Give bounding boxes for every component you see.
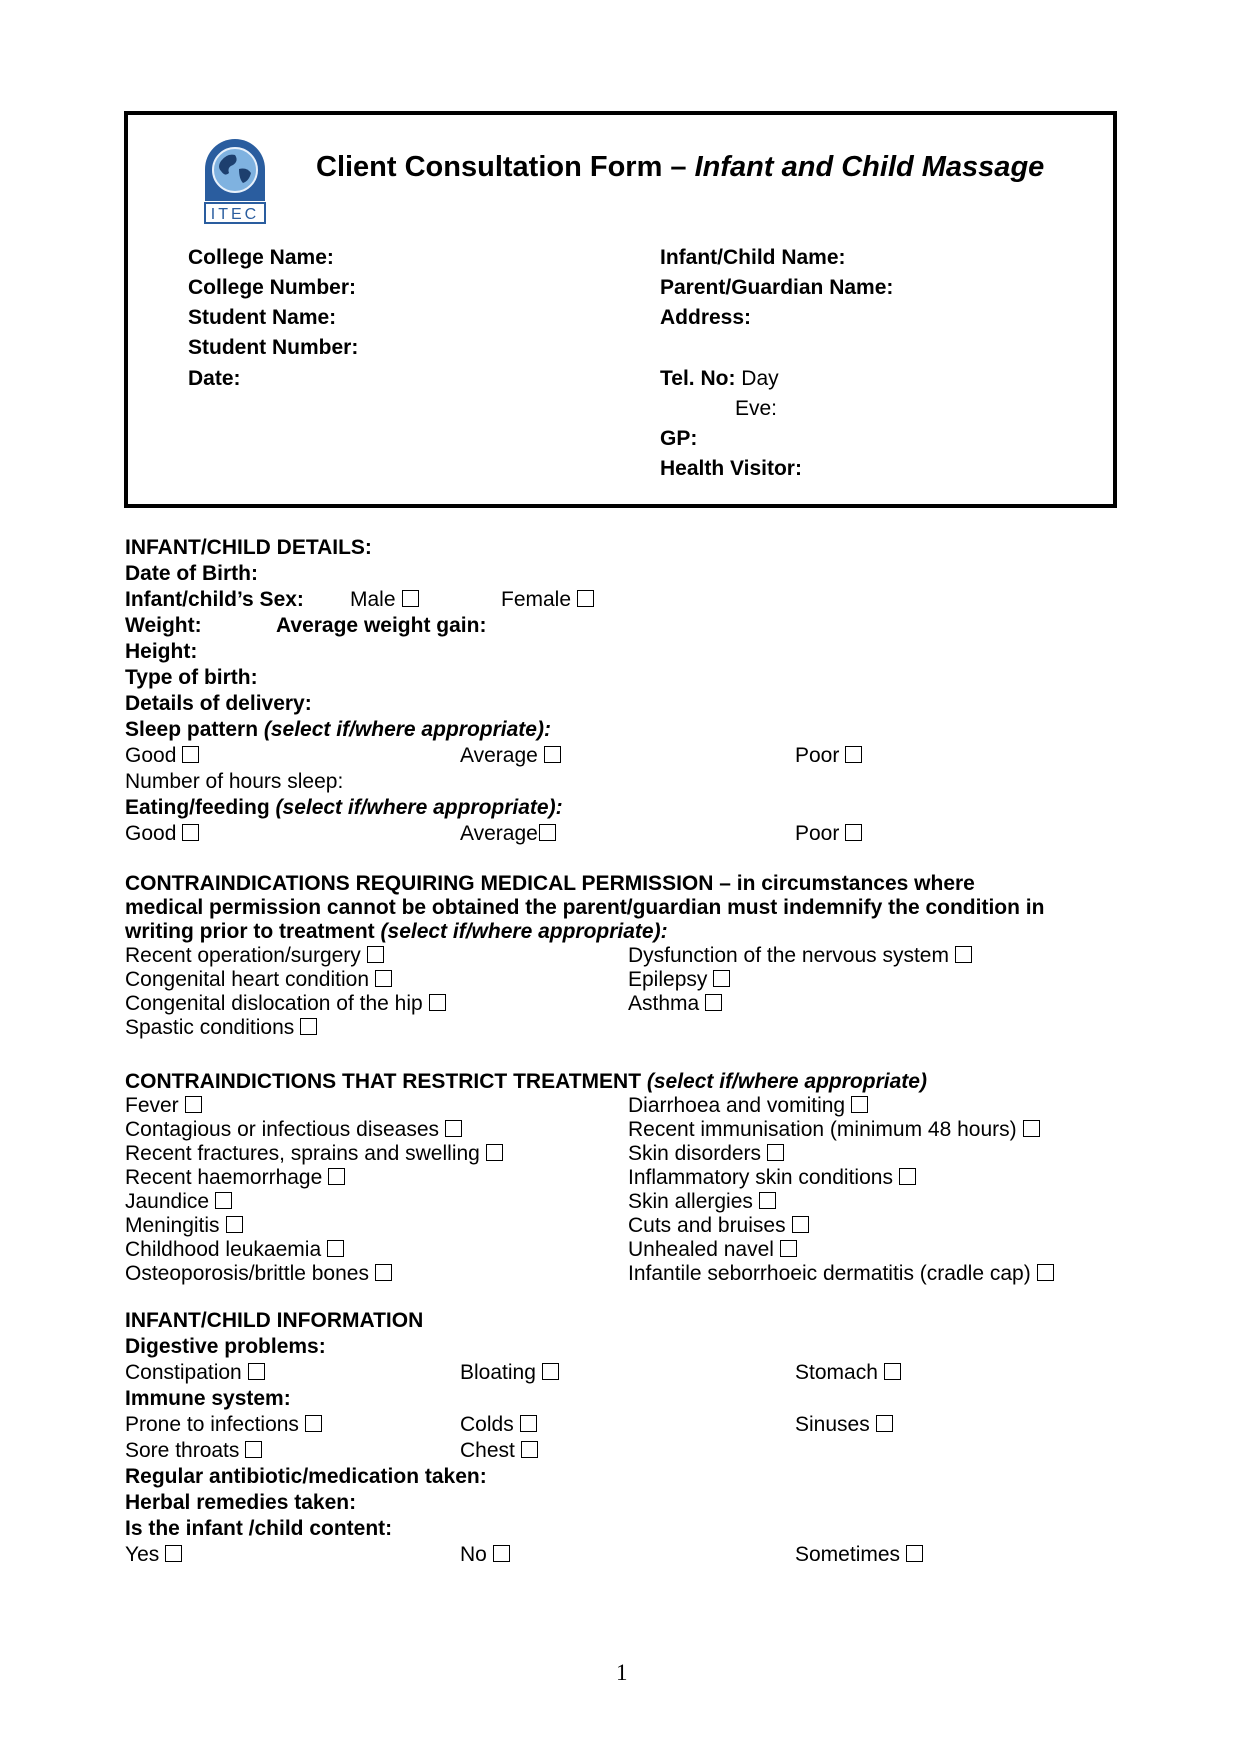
parent-guardian-name-label: Parent/Guardian Name: <box>660 276 894 299</box>
restrict-left-label: Osteoporosis/brittle bones <box>125 1262 369 1285</box>
date-label: Date: <box>188 367 241 390</box>
restrict-left-checkbox[interactable] <box>445 1120 462 1137</box>
globe-icon <box>203 139 267 225</box>
restrict-left-checkbox[interactable] <box>328 1168 345 1185</box>
immune-option-label: Sinuses <box>795 1413 870 1436</box>
male-label: Male <box>350 588 396 611</box>
digestive-option-checkbox[interactable] <box>248 1363 265 1380</box>
eating-good-checkbox[interactable] <box>182 824 199 841</box>
medical-permission-line-2: medical permission cannot be obtained the parent/guardian must indemnify the condition in <box>125 896 1045 919</box>
immune-option-checkbox[interactable] <box>305 1415 322 1432</box>
content-option-checkbox[interactable] <box>165 1545 182 1562</box>
eating-average-option[interactable] <box>460 823 556 844</box>
eating-hint: (select if/where appropriate): <box>275 796 563 819</box>
female-option[interactable] <box>501 589 594 610</box>
title-plain: Client Consultation Form – <box>316 151 695 183</box>
title-italic: Infant and Child Massage <box>694 151 1045 183</box>
date-of-birth-label: Date of Birth: <box>125 562 258 585</box>
information-heading: INFANT/CHILD INFORMATION <box>125 1309 424 1332</box>
sleep-hint: (select if/where appropriate): <box>263 718 551 741</box>
restrict-left-item[interactable] <box>125 1095 202 1116</box>
sleep-label-text: Sleep pattern <box>125 718 264 741</box>
restrict-right-checkbox[interactable] <box>1023 1120 1040 1137</box>
college-number-label: College Number: <box>188 276 357 299</box>
restrict-right-checkbox[interactable] <box>792 1216 809 1233</box>
page-number: 1 <box>616 1660 628 1685</box>
digestive-option-checkbox[interactable] <box>884 1363 901 1380</box>
restrict-left-label: Meningitis <box>125 1214 220 1237</box>
content-option-label: Sometimes <box>795 1543 901 1566</box>
restrict-right-checkbox[interactable] <box>780 1240 797 1257</box>
sleep-average-checkbox[interactable] <box>544 746 561 763</box>
restrict-right-item[interactable] <box>628 1119 1040 1140</box>
content-option[interactable] <box>125 1544 182 1565</box>
antibiotic-label: Regular antibiotic/medication taken: <box>125 1465 487 1488</box>
restrict-right-label: Diarrhoea and vomiting <box>628 1094 846 1117</box>
infant-child-name-label: Infant/Child Name: <box>660 246 846 269</box>
restrict-right-label: Recent immunisation (minimum 48 hours) <box>628 1118 1017 1141</box>
restrict-left-label: Childhood leukaemia <box>125 1238 322 1261</box>
mp-right-label: Dysfunction of the nervous system <box>628 944 949 967</box>
content-option-label: No <box>460 1543 487 1566</box>
restrict-right-item[interactable] <box>628 1263 1054 1284</box>
restrict-right-label: Skin allergies <box>628 1190 753 1213</box>
avg-weight-gain-label: Average weight gain: <box>276 614 487 637</box>
details-of-delivery-label: Details of delivery: <box>125 692 312 715</box>
mp-right-checkbox[interactable] <box>955 946 972 963</box>
medical-permission-line-3-plain: writing prior to treatment <box>125 920 381 943</box>
eating-label-text: Eating/feeding <box>125 796 276 819</box>
mp-right-item[interactable] <box>628 945 972 966</box>
eating-good-option[interactable] <box>125 823 199 844</box>
immune-option[interactable] <box>795 1414 893 1435</box>
details-heading: INFANT/CHILD DETAILS: <box>125 536 372 559</box>
restrict-left-item[interactable] <box>125 1119 462 1140</box>
mp-left-checkbox[interactable] <box>367 946 384 963</box>
restrict-left-checkbox[interactable] <box>375 1264 392 1281</box>
immune-label: Immune system: <box>125 1387 291 1410</box>
male-option[interactable] <box>350 589 419 610</box>
eating-poor-checkbox[interactable] <box>845 824 862 841</box>
eating-feeding-label <box>125 797 563 818</box>
medical-permission-line-3 <box>125 921 668 942</box>
immune-option[interactable] <box>460 1414 537 1435</box>
health-visitor-label: Health Visitor: <box>660 457 802 480</box>
restrict-right-checkbox[interactable] <box>851 1096 868 1113</box>
student-name-label: Student Name: <box>188 306 337 329</box>
eating-average-checkbox[interactable] <box>539 824 556 841</box>
immune-option-label: Colds <box>460 1413 514 1436</box>
immune-option[interactable] <box>125 1440 262 1461</box>
immune-option-checkbox[interactable] <box>876 1415 893 1432</box>
restrict-left-item[interactable] <box>125 1143 503 1164</box>
tel-day-label: Day <box>741 367 779 390</box>
restrict-left-checkbox[interactable] <box>215 1192 232 1209</box>
weight-label: Weight: <box>125 614 202 637</box>
sleep-poor-checkbox[interactable] <box>845 746 862 763</box>
restrict-right-checkbox[interactable] <box>1037 1264 1054 1281</box>
restrict-right-label: Inflammatory skin conditions <box>628 1166 893 1189</box>
restrict-left-checkbox[interactable] <box>486 1144 503 1161</box>
restrict-left-item[interactable] <box>125 1239 344 1260</box>
female-checkbox[interactable] <box>577 590 594 607</box>
immune-option-checkbox[interactable] <box>520 1415 537 1432</box>
mp-left-checkbox[interactable] <box>375 970 392 987</box>
restrict-left-label: Fever <box>125 1094 179 1117</box>
content-option[interactable] <box>795 1544 923 1565</box>
content-option-label: Yes <box>125 1543 160 1566</box>
height-label: Height: <box>125 640 198 663</box>
digestive-option[interactable] <box>795 1362 901 1383</box>
immune-option-checkbox[interactable] <box>245 1441 262 1458</box>
content-option-checkbox[interactable] <box>906 1545 923 1562</box>
restrict-right-item[interactable] <box>628 1215 809 1236</box>
sex-label: Infant/child’s Sex: <box>125 588 304 611</box>
immune-option[interactable] <box>125 1414 322 1435</box>
herbal-label: Herbal remedies taken: <box>125 1491 357 1514</box>
restrict-heading-plain: CONTRAINDICTIONS THAT RESTRICT TREATMENT <box>125 1070 647 1093</box>
mp-right-label: Asthma <box>628 992 700 1015</box>
immune-option[interactable] <box>460 1440 538 1461</box>
svg-text:ITEC: ITEC <box>210 206 260 223</box>
restrict-left-label: Recent haemorrhage <box>125 1166 323 1189</box>
gp-label: GP: <box>660 427 698 450</box>
mp-left-label: Congenital dislocation of the hip <box>125 992 423 1015</box>
mp-left-item[interactable] <box>125 993 446 1014</box>
restrict-heading <box>125 1071 927 1092</box>
eating-poor-option[interactable] <box>795 823 862 844</box>
immune-option-label: Sore throats <box>125 1439 240 1462</box>
sleep-good-checkbox[interactable] <box>182 746 199 763</box>
eating-poor-label: Poor <box>795 822 840 845</box>
tel-eve-label: Eve: <box>735 397 778 420</box>
immune-option-label: Prone to infections <box>125 1413 299 1436</box>
restrict-left-item[interactable] <box>125 1215 243 1236</box>
digestive-option-label: Bloating <box>460 1361 536 1384</box>
mp-left-label: Spastic conditions <box>125 1016 295 1039</box>
type-of-birth-label: Type of birth: <box>125 666 258 689</box>
college-name-label: College Name: <box>188 246 334 269</box>
itec-logo <box>203 139 267 225</box>
restrict-right-label: Cuts and bruises <box>628 1214 786 1237</box>
tel-no-label: Tel. No: <box>660 367 736 390</box>
immune-option-label: Chest <box>460 1439 515 1462</box>
mp-left-item[interactable] <box>125 1017 317 1038</box>
male-checkbox[interactable] <box>402 590 419 607</box>
sleep-good-label: Good <box>125 744 177 767</box>
medical-permission-line-1: CONTRAINDICATIONS REQUIRING MEDICAL PERMISSION – in circumstances where <box>125 872 975 895</box>
digestive-label: Digestive problems: <box>125 1335 326 1358</box>
female-label: Female <box>501 588 572 611</box>
student-number-label: Student Number: <box>188 336 359 359</box>
restrict-right-item[interactable] <box>628 1167 916 1188</box>
address-label: Address: <box>660 306 752 329</box>
restrict-right-checkbox[interactable] <box>759 1192 776 1209</box>
content-question: Is the infant /child content: <box>125 1517 393 1540</box>
restrict-left-label: Contagious or infectious diseases <box>125 1118 440 1141</box>
restrict-right-item[interactable] <box>628 1095 868 1116</box>
digestive-option[interactable] <box>460 1362 559 1383</box>
digestive-option-label: Constipation <box>125 1361 242 1384</box>
sleep-pattern-label <box>125 719 551 740</box>
immune-option-checkbox[interactable] <box>521 1441 538 1458</box>
mp-right-item[interactable] <box>628 969 730 990</box>
restrict-right-checkbox[interactable] <box>899 1168 916 1185</box>
mp-right-checkbox[interactable] <box>705 994 722 1011</box>
mp-left-label: Recent operation/surgery <box>125 944 361 967</box>
mp-left-label: Congenital heart condition <box>125 968 370 991</box>
digestive-option-checkbox[interactable] <box>542 1363 559 1380</box>
restrict-left-label: Jaundice <box>125 1190 210 1213</box>
digestive-option-label: Stomach <box>795 1361 878 1384</box>
restrict-left-item[interactable] <box>125 1167 345 1188</box>
hours-sleep-label: Number of hours sleep: <box>125 770 344 793</box>
mp-right-item[interactable] <box>628 993 722 1014</box>
eating-good-label: Good <box>125 822 177 845</box>
sleep-poor-label: Poor <box>795 744 840 767</box>
restrict-left-label: Recent fractures, sprains and swelling <box>125 1142 480 1165</box>
restrict-right-item[interactable] <box>628 1191 776 1212</box>
restrict-right-label: Skin disorders <box>628 1142 762 1165</box>
restrict-left-item[interactable] <box>125 1263 392 1284</box>
mp-left-item[interactable] <box>125 945 384 966</box>
sleep-average-label: Average <box>460 744 538 767</box>
restrict-left-checkbox[interactable] <box>185 1096 202 1113</box>
mp-right-checkbox[interactable] <box>713 970 730 987</box>
digestive-option[interactable] <box>125 1362 265 1383</box>
mp-left-checkbox[interactable] <box>429 994 446 1011</box>
eating-average-label: Average <box>460 822 538 845</box>
restrict-right-item[interactable] <box>628 1143 784 1164</box>
sleep-poor-option[interactable] <box>795 745 862 766</box>
mp-right-label: Epilepsy <box>628 968 708 991</box>
content-option-checkbox[interactable] <box>493 1545 510 1562</box>
restrict-left-checkbox[interactable] <box>226 1216 243 1233</box>
sleep-average-option[interactable] <box>460 745 561 766</box>
restrict-right-checkbox[interactable] <box>767 1144 784 1161</box>
form-title <box>316 153 1044 182</box>
content-option[interactable] <box>460 1544 510 1565</box>
restrict-heading-italic: (select if/where appropriate) <box>646 1070 927 1093</box>
restrict-right-label: Infantile seborrhoeic dermatitis (cradle cap) <box>628 1262 1031 1285</box>
restrict-left-item[interactable] <box>125 1191 232 1212</box>
tel-no-row <box>660 368 779 389</box>
restrict-right-label: Unhealed navel <box>628 1238 774 1261</box>
restrict-left-checkbox[interactable] <box>327 1240 344 1257</box>
mp-left-checkbox[interactable] <box>300 1018 317 1035</box>
mp-left-item[interactable] <box>125 969 392 990</box>
medical-permission-line-3-italic: (select if/where appropriate): <box>380 920 668 943</box>
restrict-right-item[interactable] <box>628 1239 797 1260</box>
sleep-good-option[interactable] <box>125 745 199 766</box>
